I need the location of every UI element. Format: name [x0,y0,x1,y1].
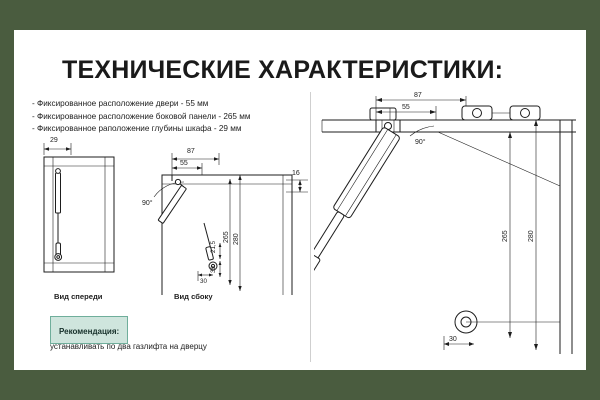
dim-right-280: 280 [528,230,535,242]
dim-side-16: 16 [292,170,300,177]
vertical-divider [310,92,311,362]
spec-item: - Фиксированное расположение боковой панели - 265 мм [32,111,251,121]
dim-front-29: 29 [50,137,58,144]
dim-side-21-5: 21,5 [210,240,217,253]
dim-side-87: 87 [187,148,195,155]
dim-side-280: 280 [233,233,240,245]
dim-right-87: 87 [414,92,422,99]
dim-side-angle: 90° [142,200,153,207]
technical-drawing-left [24,135,309,295]
recommendation-badge-label: Рекомендация: [59,327,120,336]
dim-right-30: 30 [449,336,457,343]
dim-side-39: 39 [210,266,217,273]
dim-right-angle: 90° [415,139,426,146]
spec-list [32,98,332,136]
hinge-right-b [510,106,540,120]
spec-item: - Фиксированное раположение глубины шкафа - 29 мм [32,124,242,133]
dim-side-265: 265 [223,231,230,243]
spec-item: - Фиксированное расположение двери - 55 мм [32,99,209,108]
dim-right-55: 55 [402,104,410,111]
recommendation-badge [50,316,128,344]
dim-right-265: 265 [502,230,509,242]
caption-front-view: Вид спереди [54,292,103,301]
recommendation-text: устанавливать по два газлифта на дверцу [50,342,207,351]
dim-side-30: 30 [200,278,207,285]
technical-drawing-right [314,92,584,362]
hinge-right-a [462,106,492,120]
content-card [14,30,586,370]
dim-side-55: 55 [180,160,188,167]
page-title: ТЕХНИЧЕСКИЕ ХАРАКТЕРИСТИКИ: [62,56,504,84]
hinge-left [370,108,396,120]
caption-side-view: Вид сбоку [174,292,213,301]
